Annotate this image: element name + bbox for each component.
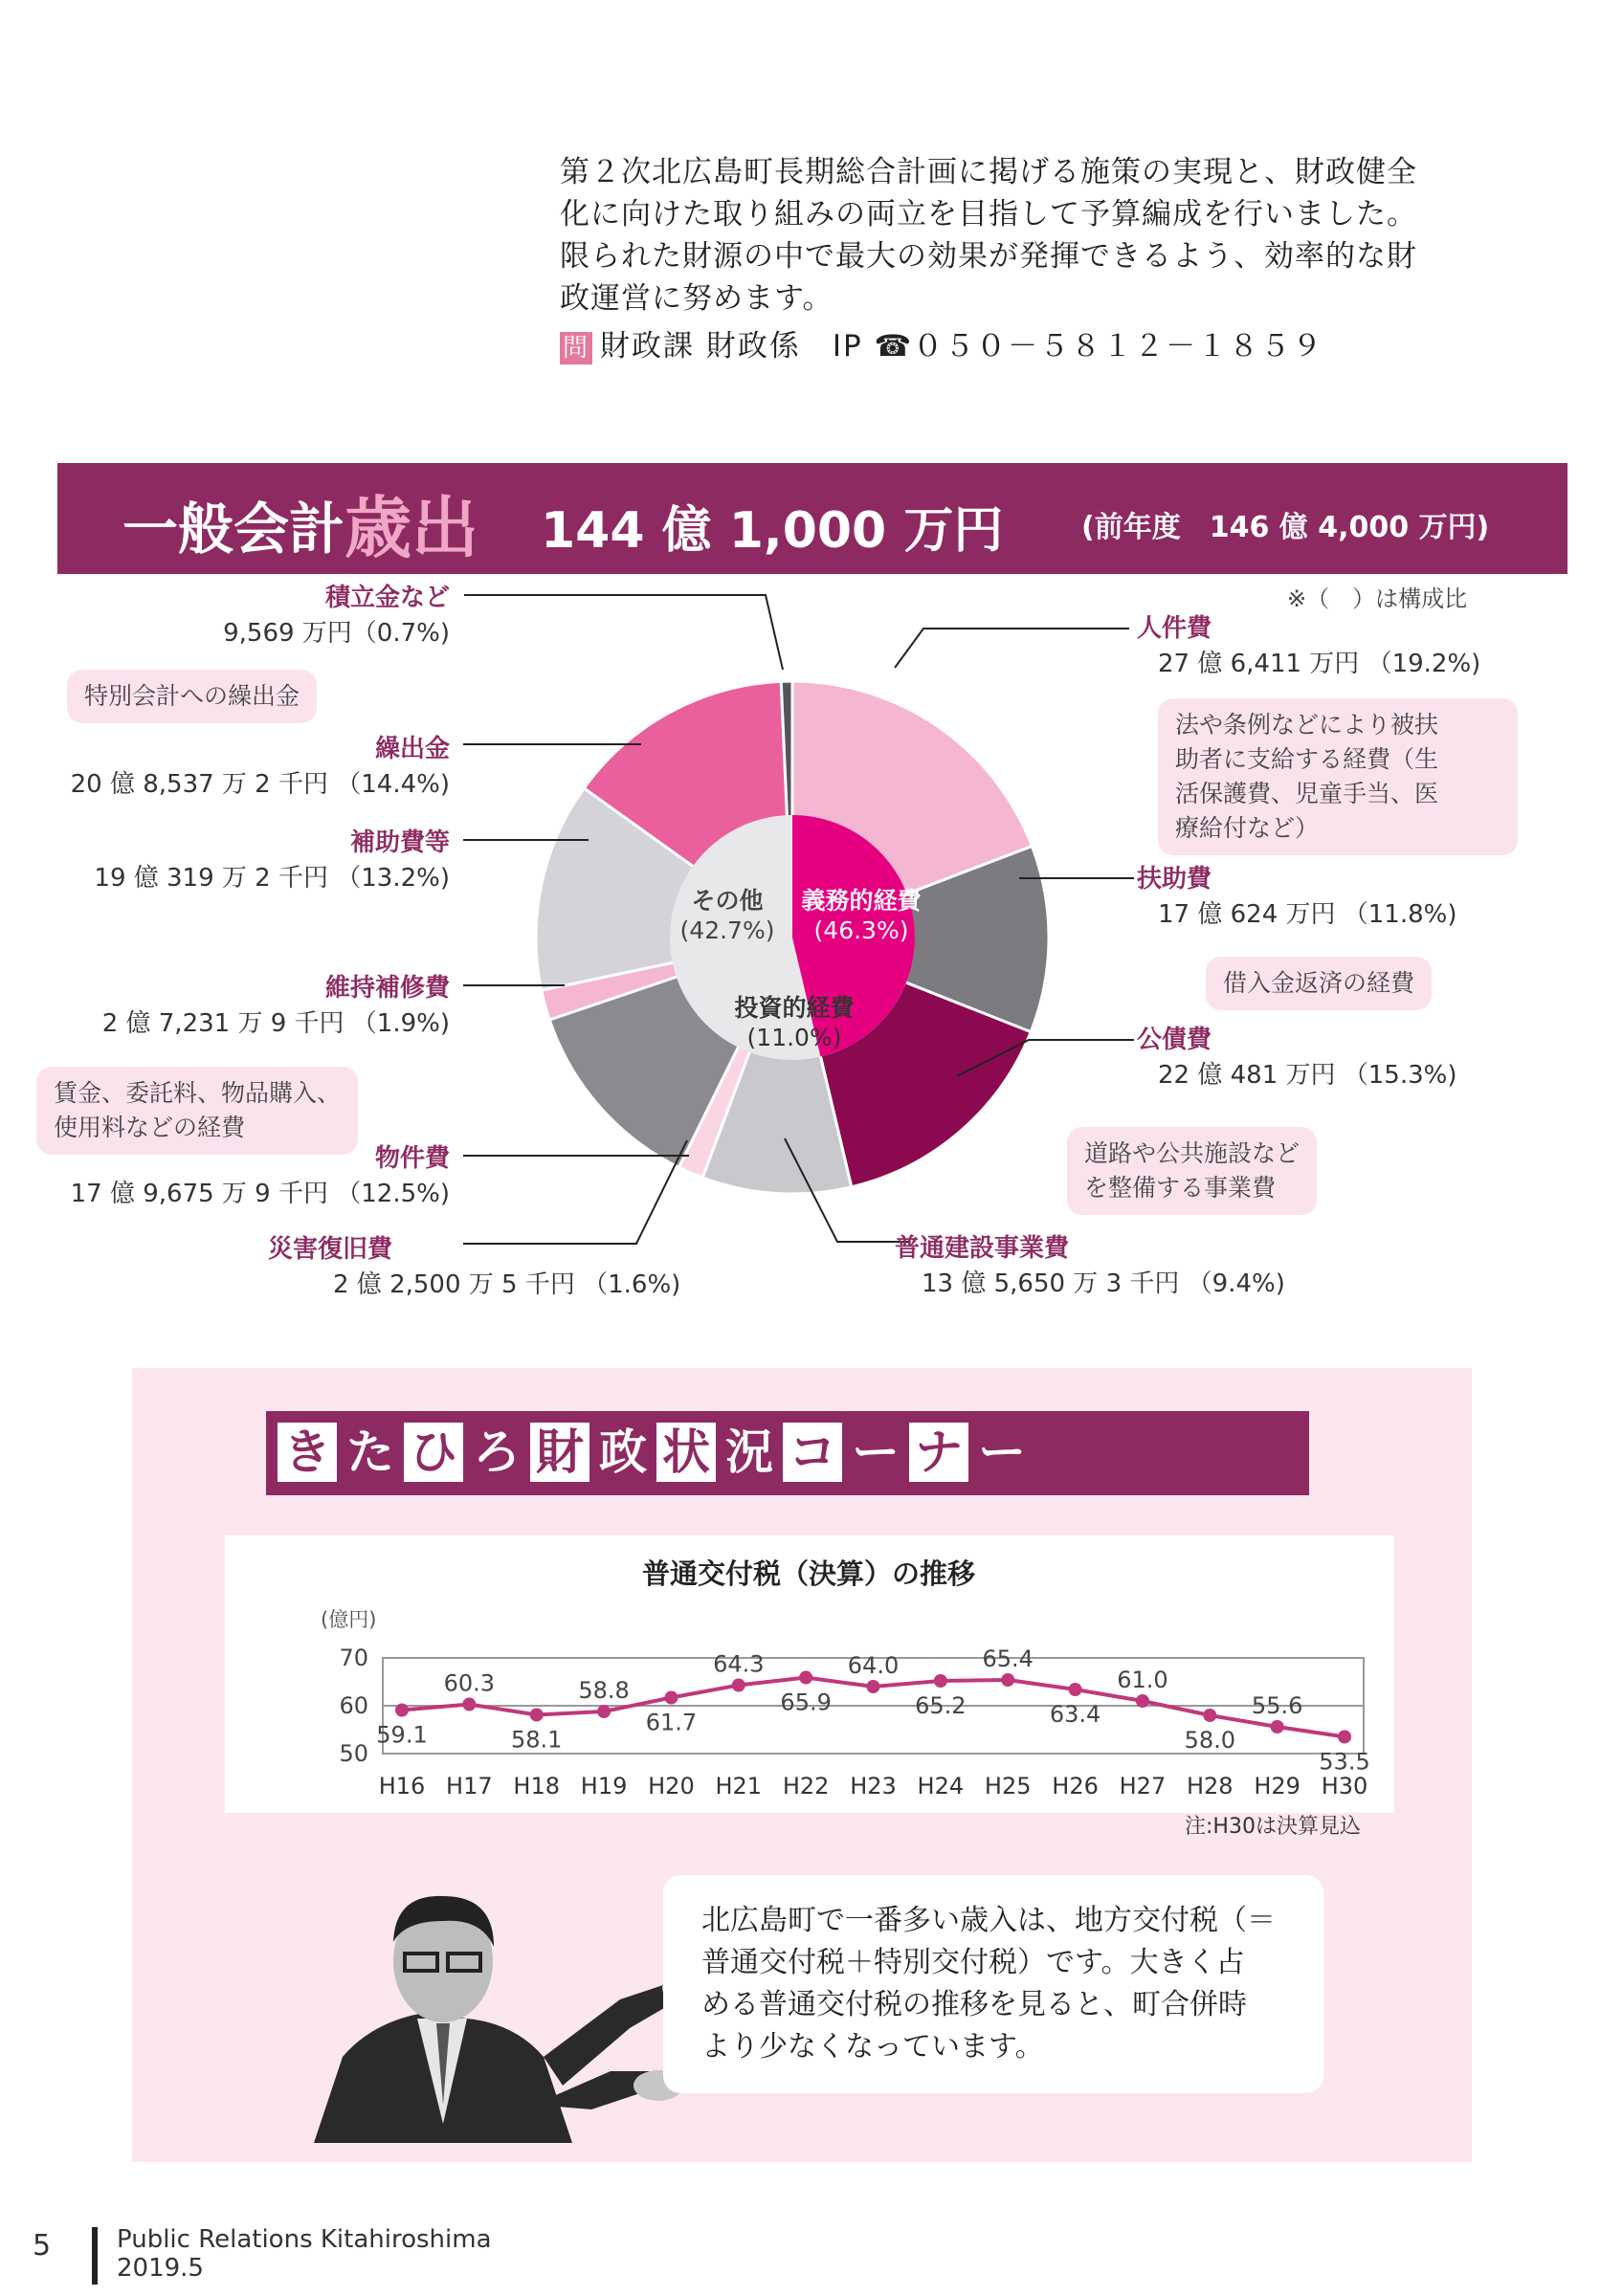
data-label: 55.6 [1251,1692,1303,1719]
x-tick-label: H23 [850,1773,897,1799]
page-number: 5 [33,2229,52,2263]
intro-line: 限られた財源の中で最大の効果が発揮できるよう、効率的な財 [560,239,1417,274]
label-kuridashi: 繰出金 20 億 8,537 万 2 千円 （14.4%) [70,735,450,799]
intro-line: 化に向けた取り組みの両立を目指して予算編成を行いました。 [560,197,1417,232]
pie-center-mandatory-label: 義務的経費 (46.3%) [801,887,922,944]
x-tick-label: H29 [1254,1773,1301,1799]
label-saigai: 災害復旧費 2 億 2,500 万 5 千円 （1.6%) [268,1235,681,1299]
bubble-kosai: 借入金返済の経費 [1206,957,1432,1010]
banner-title-highlight: 歳出 [345,489,478,567]
bubble-futsu: 道路や公共施設など を整備する事業費 [1067,1127,1317,1215]
grant-line-chart [225,1535,1394,1813]
data-label: 58.1 [510,1726,563,1754]
contact-text: 財政課 財政係 IP ☎０５０－５８１２－１８５９ [600,329,1324,364]
x-tick-label: H27 [1119,1773,1167,1799]
data-label: 60.3 [443,1669,496,1697]
data-point [799,1671,812,1685]
data-point [462,1698,476,1711]
banner-title: 一般会計 [122,497,345,562]
ratio-note: ※（ ）は構成比 [1287,585,1468,612]
corner-title-char: た [341,1423,400,1482]
data-point [732,1679,745,1692]
grant-chart-card [225,1535,1394,1813]
label-jinken: 人件費 27 億 6,411 万円 （19.2%) [1137,614,1481,678]
footer-publication: Public Relations Kitahiroshima 2019.5 [117,2225,492,2283]
data-point [1136,1694,1149,1708]
label-tsumitate: 積立金など 9,569 万円（0.7%) [223,584,450,648]
data-label: 58.0 [1184,1727,1236,1754]
corner-title-char: 状 [656,1423,716,1482]
data-point [867,1680,880,1693]
inquiry-mark: 問 [560,332,592,364]
label-futsu: 普通建設事業費 13 億 5,650 万 3 千円 （9.4%) [895,1234,1285,1298]
x-tick-label: H24 [917,1773,965,1799]
corner-title-char: 財 [530,1423,589,1482]
bubble-kuridashi: 特別会計への繰出金 [67,670,317,723]
banner-previous-year: (前年度 146 億 4,000 万円) [1081,511,1490,544]
x-tick-label: H30 [1321,1773,1368,1799]
y-tick-label: 60 [339,1692,368,1719]
data-label: 64.0 [847,1652,900,1679]
intro-line: 政運営に努めます。 [560,281,834,316]
corner-title-char: 況 [720,1423,779,1482]
corner-title-char: ー [846,1423,905,1482]
data-label: 61.7 [645,1709,698,1736]
label-hojo: 補助費等 19 億 319 万 2 千円 （13.2%) [94,828,450,893]
label-bukken: 物件費 17 億 9,675 万 9 千円 （12.5%) [70,1144,450,1208]
finance-corner [132,1368,1472,2162]
corner-title-char: ー [972,1423,1032,1482]
x-tick-label: H17 [446,1773,493,1799]
pie-center-other-label: その他 (42.7%) [679,887,775,944]
expenditure-banner [57,463,1567,574]
x-tick-label: H25 [984,1773,1032,1799]
intro-text [560,151,1517,364]
data-point [597,1705,611,1718]
corner-title-char: き [278,1423,337,1482]
data-label: 65.4 [982,1645,1034,1672]
corner-title-char: 政 [593,1423,653,1482]
x-tick-label: H28 [1186,1773,1234,1799]
speech-bubble: 北広島町で一番多い歳入は、地方交付税（＝ 普通交付税＋特別交付税）です。大きく占 める普通交付税の推移を見ると、町合併時 より少なくなっています。 [663,1875,1323,2093]
footer-bar [92,2227,98,2285]
label-iji: 維持補修費 2 億 7,231 万 9 千円 （1.9%) [101,974,450,1038]
corner-title-char: ろ [467,1423,526,1482]
data-label: 65.2 [915,1692,967,1719]
corner-title-char: ナ [909,1423,968,1482]
data-label: 64.3 [713,1650,765,1678]
data-label: 65.9 [780,1689,832,1716]
contact-line [560,321,1517,364]
label-fujo: 扶助費 17 億 624 万円 （11.8%) [1137,865,1457,929]
data-point [1203,1709,1216,1722]
corner-title [266,1411,1309,1495]
intro-line: 第２次北広島町長期総合計画に掲げる施策の実現と、財政健全 [560,155,1417,189]
data-label: 61.0 [1117,1667,1168,1693]
y-tick-label: 50 [339,1740,368,1767]
data-point [664,1691,678,1705]
data-label: 59.1 [376,1721,428,1749]
x-tick-label: H19 [580,1773,628,1799]
data-point [934,1674,947,1688]
data-point [530,1709,544,1722]
x-tick-label: H21 [715,1773,763,1799]
x-tick-label: H18 [513,1773,561,1799]
data-point [1069,1683,1082,1696]
chart-title: 普通交付税（決算）の推移 [641,1557,976,1590]
corner-title-char: コ [783,1423,842,1482]
chart-note: 注:H30は決算見込 [1185,1815,1361,1839]
pie-center-invest-label: 投資的経費 (11.0%) [734,994,855,1051]
bubble-bukken: 賃金、委託料、物品購入、 使用料などの経費 [36,1067,358,1155]
banner-total: 144 億 1,000 万円 [541,502,1004,560]
y-tick-label: 70 [339,1645,368,1671]
data-point [1271,1720,1284,1733]
data-label: 58.8 [578,1677,630,1704]
data-label: 63.4 [1049,1701,1101,1728]
x-tick-label: H16 [378,1773,426,1799]
corner-title-char: ひ [404,1423,463,1482]
data-label: 53.5 [1319,1748,1370,1776]
x-tick-label: H20 [648,1773,695,1799]
x-tick-label: H26 [1052,1773,1099,1799]
data-point [1001,1673,1014,1687]
bubble-fujo: 法や条例などにより被扶 助者に支給する経費（生 活保護費、児童手当、医 療給付など） [1158,698,1518,855]
data-point [1338,1731,1351,1744]
data-point [395,1704,409,1717]
y-axis-label: (億円) [321,1608,377,1631]
label-kosai: 公債費 22 億 481 万円 （15.3%) [1137,1026,1457,1090]
x-tick-label: H22 [782,1773,830,1799]
